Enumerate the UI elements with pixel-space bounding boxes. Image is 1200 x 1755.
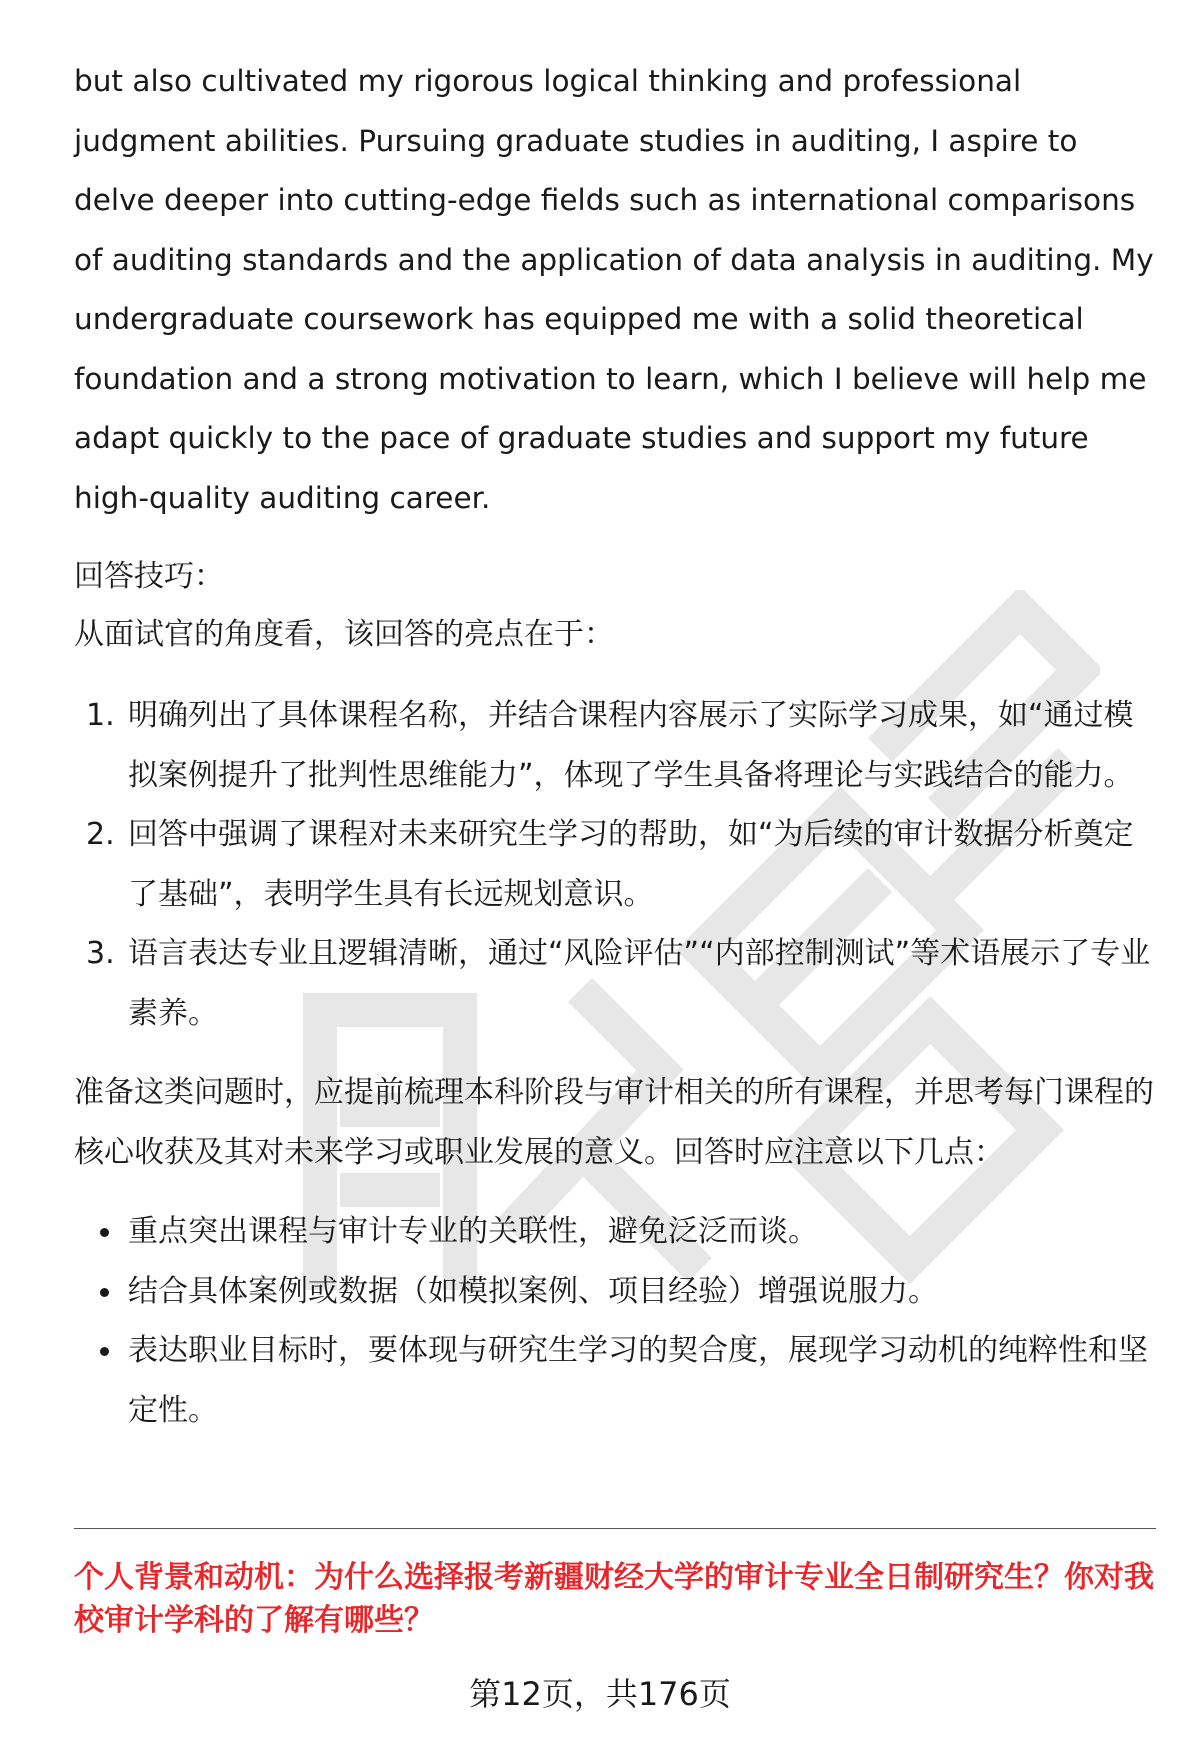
list-item (74, 1321, 1154, 1440)
list-item-text: 表达职业目标时，要体现与研究生学习的契合度，展现学习动机的纯粹性和坚定性。 (128, 1333, 1148, 1428)
bullet-icon (100, 1288, 109, 1297)
next-question-heading: 个人背景和动机：为什么选择报考新疆财经大学的审计专业全日制研究生？你对我校审计学科的了解有哪些？ (74, 1560, 1154, 1638)
list-item (74, 686, 1154, 805)
section-divider (74, 1528, 1156, 1529)
list-number: 2. (86, 817, 115, 852)
list-item-text: 结合具体案例或数据（如模拟案例、项目经验）增强说服力。 (128, 1273, 938, 1309)
list-number: 1. (86, 698, 115, 733)
tips-lead: 从面试官的角度看，该回答的亮点在于： (74, 617, 614, 652)
list-item-text: 重点突出课程与审计专业的关联性，避免泛泛而谈。 (128, 1214, 818, 1249)
highlight-points-list (74, 686, 1154, 1043)
preparation-paragraph: 准备这类问题时，应提前梳理本科阶段与审计相关的所有课程，并思考每门课程的核心收获及其对未来学习或职业发展的意义。回答时应注意以下几点： (74, 1075, 1154, 1170)
page-number-footer: 第12页，共176页 (469, 1675, 731, 1713)
list-item (74, 805, 1154, 924)
bullet-icon (100, 1347, 109, 1356)
main-content (74, 52, 1154, 1440)
preparation-bullets-list (74, 1202, 1154, 1440)
list-item-text: 回答中强调了课程对未来研究生学习的帮助，如“为后续的审计数据分析奠定了基础”，表明学生具有长远规划意识。 (128, 817, 1134, 912)
bullet-icon (100, 1228, 109, 1237)
list-item (74, 924, 1154, 1043)
list-item (74, 1202, 1154, 1262)
list-item-text: 明确列出了具体课程名称，并结合课程内容展示了实际学习成果，如“通过模拟案例提升了批判性思维能力”，体现了学生具备将理论与实践结合的能力。 (128, 698, 1134, 793)
list-number: 3. (86, 936, 115, 971)
intro-paragraph: but also cultivated my rigorous logical thinking and professional judgment abilities. Pursuing graduate studies in auditing, I aspire to delve deeper into cutting-edge fields such as international comparisons of auditing standards and the application of data analysis in auditing. My undergraduate coursework has equipped me with a solid theoretical foundation and a strong motivation to learn, which I believe will help me adapt quickly to the pace of graduate studies and support my future high-quality auditing career. (74, 64, 1154, 515)
list-item-text: 语言表达专业且逻辑清晰，通过“风险评估”“内部控制测试”等术语展示了专业素养。 (128, 936, 1151, 1031)
tips-heading: 回答技巧： (74, 559, 224, 594)
list-item (74, 1262, 1154, 1322)
